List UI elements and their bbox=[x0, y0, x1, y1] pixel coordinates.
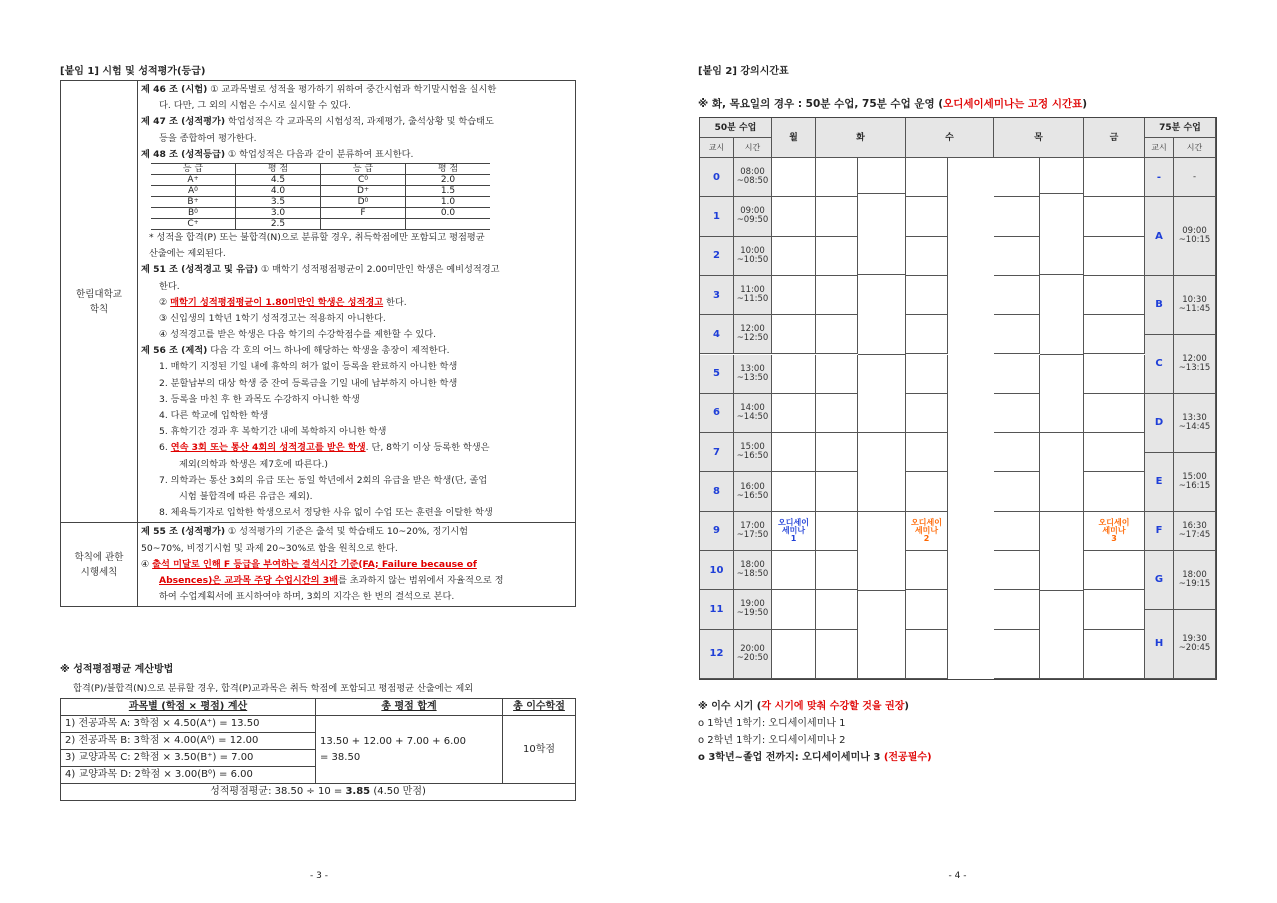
period-time: 18:00 ~18:50 bbox=[734, 551, 772, 590]
grade-header: 등 급 bbox=[151, 163, 236, 174]
timetable-slot bbox=[816, 315, 858, 354]
expulsion-highlight: 연속 3회 또는 통산 4회의 성적경고를 받은 학생 bbox=[170, 442, 366, 454]
timetable-slot bbox=[994, 433, 1040, 472]
timetable-slot bbox=[994, 197, 1040, 236]
timetable-slot bbox=[772, 276, 816, 315]
calc-row: 1) 전공과목 A: 3학점 × 4.50(A⁺) = 13.50 bbox=[61, 716, 316, 733]
timetable-slot bbox=[994, 237, 1040, 276]
period-time: 13:00 ~13:50 bbox=[734, 355, 772, 394]
calc-row: 3) 교양과목 C: 2학점 × 3.50(B⁺) = 7.00 bbox=[61, 750, 316, 767]
slot-75-label: B bbox=[1145, 276, 1174, 335]
timetable-slot bbox=[816, 433, 858, 472]
timetable-slot bbox=[1084, 551, 1145, 590]
grade-cell: C+ bbox=[151, 218, 236, 229]
page-3 bbox=[0, 0, 638, 903]
grade-point: 4.0 bbox=[236, 185, 321, 196]
timetable-slot bbox=[906, 394, 948, 433]
article-56-item: 3. 등록을 마친 후 한 과목도 수강하지 아니한 학생 bbox=[159, 393, 360, 405]
grade-point: 2.5 bbox=[236, 218, 321, 229]
timetable-slot bbox=[816, 197, 858, 236]
header-day: 목 bbox=[994, 118, 1084, 158]
period-time: 12:00 ~12:50 bbox=[734, 315, 772, 354]
slot-75-time: - bbox=[1174, 158, 1216, 197]
article-56-heading: 제 56 조 (제적) bbox=[141, 345, 208, 357]
header-day: 월 bbox=[772, 118, 816, 158]
grade-point: 0.0 bbox=[406, 207, 491, 218]
article-55-text: ① 성적평가의 기준은 출석 및 학습태도 10~20%, 정기시험 bbox=[225, 526, 468, 538]
calc-credits: 10학점 bbox=[503, 716, 576, 784]
school-rules-content: 제 46 조 (시험) ① 교과목별로 성적을 평가하기 위하여 중간시험과 학기말시험을 실시한 다. 다만, 그 외의 시험은 수시로 실시할 수 있다. 제 47 조 (성적평가) 학업성적은 각 교과목의 시험성적, 과제평가, 출석상황 및 학습태도 등을 종합하여 평가한다. 제 48 조 (성적등급) ① 학업성적은 다음과 같이 분류하여 표시한다. 등 급 평 점 등 급 평 점 A+ 4.5 $C^0$ 2.0 $A^0$ 4.0 D+ 1.5 B+ 3.5 $D^0$ 1.0 $B^0$ 3.0 F 0.0 C+ 2.5 * 성적을 합격(P) 또는 불합격(N)으로 분류할 경우, 취득학점에만 포함되고 평점평균 산출에는 제외된다. 제 51 조 (성적경고 및 유급) ① 매학기 성적평점평균이 2.00미만인 학생은 예비성적경고 한다. ② 매학기 성적평점평균이 1.80미만인 학생은 성적경고 한다. ③ 신입생의 1학년 1학기 성적경고는 적용하지 아니한다. ④ 성적경고를 받은 학생은 다음 학기의 수강학점수를 제한할 수 있다. 제 56 조 (제적) 다음 각 호의 어느 하나에 해당하는 학생을 총장이 제적한다. 1. 매학기 지정된 기일 내에 휴학의 허가 없이 등록을 완료하지 아니한 학생 2. 분할납부의 대상 학생 중 잔여 등록금을 기일 내에 납부하지 아니한 학생 3. 등록을 마친 후 한 과목도 수강하지 아니한 학생 4. 다른 학교에 입학한 학생 5. 휴학기간 경과 후 복학기간 내에 복학하지 아니한 학생 6. 연속 3회 또는 통산 4회의 성적경고를 받은 학생. 단, 8학기 이상 등록한 학생은 제외(의학과 학생은 제7호에 따른다.) 7. 의학과는 통산 3회의 유급 또는 동일 학년에서 2회의 유급을 받은 학생(단, 졸업 시험 불합격에 따른 유급은 제외). 8. 체육특기자로 입학한 학생으로서 정당한 사유 없이 수업 또는 훈련을 이탈한 학생 bbox=[138, 81, 576, 523]
timetable-slot bbox=[816, 394, 858, 433]
timetable-slot bbox=[772, 394, 816, 433]
grade-cell: F bbox=[321, 207, 406, 218]
timetable-slot bbox=[1084, 472, 1145, 511]
grade-point: 4.5 bbox=[236, 174, 321, 185]
timetable-slot bbox=[906, 158, 948, 197]
grade-point: 3.5 bbox=[236, 196, 321, 207]
period-time: 08:00 ~08:50 bbox=[734, 158, 772, 197]
period-number: 4 bbox=[700, 315, 734, 354]
article-47-heading: 제 47 조 (성적평가) bbox=[141, 116, 226, 128]
timetable-slot bbox=[772, 158, 816, 197]
note-item: o 3학년~졸업 전까지: 오디세이세미나 3 (전공필수) bbox=[698, 752, 932, 763]
grade-point: 2.0 bbox=[406, 174, 491, 185]
period-time: 10:00 ~10:50 bbox=[734, 237, 772, 276]
category-school-rules bbox=[61, 81, 138, 523]
article-56-text: 다음 각 호의 어느 하나에 해당하는 학생을 총장이 제적한다. bbox=[207, 345, 450, 357]
timetable-slot bbox=[816, 355, 858, 394]
article-55-text-cont: 50~70%, 비정기시험 및 과제 20~30%로 함을 원칙으로 한다. bbox=[141, 542, 398, 554]
gpa-calc-table bbox=[60, 698, 576, 801]
timetable-slot bbox=[772, 433, 816, 472]
rules-table bbox=[60, 80, 576, 607]
header-day: 화 bbox=[816, 118, 906, 158]
page-number: - 4 - bbox=[948, 871, 967, 881]
grade-cell: B+ bbox=[151, 196, 236, 207]
timetable-slot bbox=[772, 472, 816, 511]
grade-header: 등 급 bbox=[321, 163, 406, 174]
grade-cell: $A^0$ bbox=[151, 185, 236, 196]
header-slot-time: 시간 bbox=[1174, 138, 1216, 158]
slot-75-label: A bbox=[1145, 197, 1174, 276]
timetable-slot bbox=[1084, 590, 1145, 629]
timetable-slot bbox=[994, 158, 1040, 197]
article-56-item-cont: 제외(의학과 학생은 제7호에 따른다.) bbox=[179, 458, 328, 470]
grade-cell: D+ bbox=[321, 185, 406, 196]
slot-75-time: 15:00 ~16:15 bbox=[1174, 453, 1216, 512]
academic-warning-highlight: 매학기 성적평점평균이 1.80미만인 학생은 성적경고 bbox=[170, 296, 384, 308]
timetable-slot bbox=[994, 276, 1040, 315]
timetable-slot bbox=[816, 472, 858, 511]
header-day: 수 bbox=[906, 118, 994, 158]
article-51-clause-4: ④ 성적경고를 받은 학생은 다음 학기의 수강학점수를 제한할 수 있다. bbox=[159, 329, 437, 341]
article-51-text: ① 매학기 성적평점평균이 2.00미만인 학생은 예비성적경고 bbox=[258, 264, 500, 276]
timetable-slot-75 bbox=[1040, 158, 1084, 194]
timetable-slot-75 bbox=[858, 355, 906, 434]
calc-result: 성적평점평균: 38.50 ÷ 10 = 3.85 (4.50 만점) bbox=[61, 784, 576, 801]
timetable-slot bbox=[906, 315, 948, 354]
slot-75-time: 18:00 ~19:15 bbox=[1174, 551, 1216, 610]
article-47-text-cont: 등을 종합하여 평가한다. bbox=[159, 132, 257, 144]
appendix-1-title: [붙임 1] 시험 및 성적평가(등급) bbox=[60, 66, 206, 77]
slot-75-label: D bbox=[1145, 394, 1174, 453]
note-item: o 1학년 1학기: 오디세이세미나 1 bbox=[698, 718, 846, 729]
timetable-subtitle: ※ 화, 목요일의 경우 : 50분 수업, 75분 수업 운영 (오디세이세미나는 고정 시간표) bbox=[698, 98, 1088, 110]
period-number: 11 bbox=[700, 590, 734, 629]
grade-cell: $B^0$ bbox=[151, 207, 236, 218]
grade-point: 1.0 bbox=[406, 196, 491, 207]
slot-75-label: - bbox=[1145, 158, 1174, 197]
calc-header: 과목별 (학점 × 평점) 계산 bbox=[61, 699, 316, 716]
header-50min: 50분 수업 bbox=[700, 118, 772, 138]
timetable-slot bbox=[772, 237, 816, 276]
calc-header: 총 평점 합계 bbox=[316, 699, 503, 716]
timetable-slot bbox=[1084, 197, 1145, 236]
timetable-slot bbox=[994, 512, 1040, 551]
timetable-slot bbox=[994, 355, 1040, 394]
grade-header: 평 점 bbox=[406, 163, 491, 174]
article-51-text-cont: 한다. bbox=[159, 280, 180, 292]
gpa-calc-title: ※ 성적평점평균 계산방법 bbox=[60, 664, 174, 675]
period-time: 09:00 ~09:50 bbox=[734, 197, 772, 236]
period-time: 16:00 ~16:50 bbox=[734, 472, 772, 511]
gpa-calc-note: 합격(P)/불합격(N)으로 분류할 경우, 합격(P)교과목은 취득 학점에 포함되고 평점평균 산출에는 제외 bbox=[73, 683, 474, 694]
timetable-slot bbox=[772, 197, 816, 236]
period-number: 7 bbox=[700, 433, 734, 472]
timetable-slot bbox=[906, 276, 948, 315]
timetable-slot-75 bbox=[858, 512, 906, 592]
article-56-item: 8. 체육특기자로 입학한 학생으로서 정당한 사유 없이 수업 또는 훈련을 이탈한 학생 bbox=[159, 507, 493, 519]
appendix-2-title: [붙임 2] 강의시간표 bbox=[698, 66, 789, 77]
timetable-slot bbox=[816, 630, 858, 679]
timetable-slot-75 bbox=[858, 591, 906, 679]
article-56-item: 1. 매학기 지정된 기일 내에 휴학의 허가 없이 등록을 완료하지 아니한 학생 bbox=[159, 361, 458, 373]
timetable-slot bbox=[772, 315, 816, 354]
grade-header: 평 점 bbox=[236, 163, 321, 174]
timetable bbox=[699, 117, 1217, 680]
page-4 bbox=[638, 0, 1277, 903]
slot-75-time: 09:00 ~10:15 bbox=[1174, 197, 1216, 276]
header-period: 교시 bbox=[700, 138, 734, 158]
timetable-slot bbox=[906, 551, 948, 590]
period-time: 17:00 ~17:50 bbox=[734, 512, 772, 551]
timetable-slot bbox=[1084, 276, 1145, 315]
pass-fail-note-cont: 산출에는 제외된다. bbox=[149, 248, 226, 260]
timetable-slot bbox=[1084, 158, 1145, 197]
timetable-slot bbox=[1084, 433, 1145, 472]
calc-sum: 13.50 + 12.00 + 7.00 + 6.00 = 38.50 bbox=[316, 716, 503, 784]
slot-75-label: H bbox=[1145, 610, 1174, 679]
calc-row: 4) 교양과목 D: 2학점 × 3.00(B⁰) = 6.00 bbox=[61, 767, 316, 784]
timetable-slot bbox=[816, 237, 858, 276]
timetable-slot bbox=[772, 630, 816, 679]
timetable-slot bbox=[906, 590, 948, 629]
timetable-slot bbox=[1084, 355, 1145, 394]
timetable-slot bbox=[994, 394, 1040, 433]
header-day: 금 bbox=[1084, 118, 1145, 158]
article-46-heading: 제 46 조 (시험) bbox=[141, 84, 208, 95]
timetable-slot bbox=[994, 590, 1040, 629]
timetable-slot-75 bbox=[858, 433, 906, 512]
timetable-slot-75 bbox=[858, 275, 906, 355]
slot-75-label: G bbox=[1145, 551, 1174, 610]
timetable-slot bbox=[816, 512, 858, 551]
page-number: - 3 - bbox=[310, 871, 328, 881]
odyssey-seminar-3: 오디세이 세미나 3 bbox=[1084, 512, 1145, 551]
timetable-slot-75 bbox=[1040, 591, 1084, 679]
fa-highlight-cont: Absences)은 교과목 주당 수업시간의 3배 bbox=[159, 574, 338, 586]
timetable-slot bbox=[816, 590, 858, 629]
timetable-slot-75 bbox=[858, 194, 906, 276]
pass-fail-note: * 성적을 합격(P) 또는 불합격(N)으로 분류할 경우, 취득학점에만 포함되고 평점평균 bbox=[149, 231, 485, 243]
timetable-slot bbox=[994, 315, 1040, 354]
period-number: 12 bbox=[700, 630, 734, 679]
timetable-slot-75 bbox=[1040, 512, 1084, 592]
timetable-slot bbox=[816, 551, 858, 590]
slot-75-time: 12:00 ~13:15 bbox=[1174, 335, 1216, 394]
timetable-slot bbox=[994, 551, 1040, 590]
slot-75-label: E bbox=[1145, 453, 1174, 512]
period-time: 15:00 ~16:50 bbox=[734, 433, 772, 472]
article-56-item: 7. 의학과는 통산 3회의 유급 또는 동일 학년에서 2회의 유급을 받은 학생(단, 졸업 bbox=[159, 474, 488, 486]
timetable-slot-75 bbox=[1040, 194, 1084, 276]
category-school-rules-label: 한림대학교 학칙 bbox=[76, 288, 122, 315]
completion-notes bbox=[698, 698, 932, 766]
timetable-slot bbox=[906, 355, 948, 394]
timetable-slot-75 bbox=[1040, 355, 1084, 434]
grade-point: 1.5 bbox=[406, 185, 491, 196]
grade-point bbox=[406, 218, 491, 229]
article-48-text: ① 학업성적은 다음과 같이 분류하여 표시한다. bbox=[225, 148, 414, 160]
period-number: 2 bbox=[700, 237, 734, 276]
period-number: 3 bbox=[700, 276, 734, 315]
timetable-slot bbox=[906, 472, 948, 511]
period-number: 9 bbox=[700, 512, 734, 551]
regulations-content: 제 55 조 (성적평가) ① 성적평가의 기준은 출석 및 학습태도 10~20%, 정기시험 50~70%, 비정기시험 및 과제 20~30%로 함을 원칙으로 한다. ④ 출석 미달로 인해 F 등급을 부여하는 결석시간 기준(FA; Failure because of Absences)은 교과목 주당 수업시간의 3배를 초과하지 않는 범위에서 자율적으로 정 하여 수업계획서에 표시하여야 하며, 3회의 지각은 한 번의 결석으로 본다. bbox=[138, 523, 576, 607]
article-51-heading: 제 51 조 (성적경고 및 유급) bbox=[141, 264, 259, 276]
calc-row: 2) 전공과목 B: 3학점 × 4.00(A⁰) = 12.00 bbox=[61, 733, 316, 750]
slot-75-label: C bbox=[1145, 335, 1174, 394]
article-55-heading: 제 55 조 (성적평가) bbox=[141, 526, 226, 538]
timetable-slot bbox=[906, 197, 948, 236]
grade-cell: $C^0$ bbox=[321, 174, 406, 185]
slot-75-time: 19:30 ~20:45 bbox=[1174, 610, 1216, 679]
article-56-item-cont: 시험 불합격에 따른 유급은 제외). bbox=[179, 490, 313, 502]
slot-75-time: 13:30 ~14:45 bbox=[1174, 394, 1216, 453]
article-46-text: ① 교과목별로 성적을 평가하기 위하여 중간시험과 학기말시험을 실시한 bbox=[207, 84, 497, 95]
timetable-slot bbox=[906, 630, 948, 679]
period-number: 10 bbox=[700, 551, 734, 590]
timetable-slot bbox=[1084, 394, 1145, 433]
article-47-text: 학업성적은 각 교과목의 시험성적, 과제평가, 출석상황 및 학습태도 bbox=[225, 116, 494, 128]
period-time: 14:00 ~14:50 bbox=[734, 394, 772, 433]
timetable-slot bbox=[772, 590, 816, 629]
timetable-slot bbox=[906, 433, 948, 472]
grade-table bbox=[151, 163, 490, 230]
article-55-clause-4-cont: 하여 수업계획서에 표시하여야 하며, 3회의 지각은 한 번의 결석으로 본다. bbox=[159, 591, 455, 603]
category-regulations bbox=[61, 523, 138, 607]
article-48-heading: 제 48 조 (성적등급) bbox=[141, 148, 226, 160]
period-number: 5 bbox=[700, 355, 734, 394]
grade-point: 3.0 bbox=[236, 207, 321, 218]
timetable-slot bbox=[906, 237, 948, 276]
slot-75-label: F bbox=[1145, 512, 1174, 551]
header-slot: 교시 bbox=[1145, 138, 1174, 158]
timetable-slot bbox=[816, 276, 858, 315]
article-56-item: 5. 휴학기간 경과 후 복학기간 내에 복학하지 아니한 학생 bbox=[159, 426, 387, 438]
article-51-clause-3: ③ 신입생의 1학년 1학기 성적경고는 적용하지 아니한다. bbox=[159, 312, 386, 324]
period-number: 0 bbox=[700, 158, 734, 197]
header-75min: 75분 수업 bbox=[1145, 118, 1216, 138]
timetable-slot bbox=[1084, 237, 1145, 276]
grade-cell: $D^0$ bbox=[321, 196, 406, 207]
period-number: 6 bbox=[700, 394, 734, 433]
timetable-slot bbox=[772, 355, 816, 394]
article-56-item: 2. 분할납부의 대상 학생 중 잔여 등록금을 기일 내에 납부하지 아니한 학생 bbox=[159, 377, 458, 389]
timetable-slot bbox=[772, 551, 816, 590]
period-time: 11:00 ~11:50 bbox=[734, 276, 772, 315]
timetable-slot-75 bbox=[858, 158, 906, 194]
article-56-item: 4. 다른 학교에 입학한 학생 bbox=[159, 410, 269, 421]
calc-header: 총 이수학점 bbox=[503, 699, 576, 716]
timetable-slot bbox=[994, 630, 1040, 679]
period-time: 20:00 ~20:50 bbox=[734, 630, 772, 679]
fa-highlight: 출석 미달로 인해 F 등급을 부여하는 결석시간 기준(FA; Failure because of bbox=[152, 558, 477, 570]
slot-75-time: 10:30 ~11:45 bbox=[1174, 276, 1216, 335]
timetable-slot bbox=[994, 472, 1040, 511]
article-46-text-cont: 다. 다만, 그 외의 시험은 수시로 실시할 수 있다. bbox=[159, 100, 351, 112]
slot-75-time: 16:30 ~17:45 bbox=[1174, 512, 1216, 551]
category-regulations-label: 학칙에 관한 시행세칙 bbox=[74, 551, 124, 578]
period-time: 19:00 ~19:50 bbox=[734, 590, 772, 629]
note-item: o 2학년 1학기: 오디세이세미나 2 bbox=[698, 735, 846, 746]
grade-cell: A+ bbox=[151, 174, 236, 185]
odyssey-seminar-1: 오디세이 세미나 1 bbox=[772, 512, 816, 551]
timetable-slot-75 bbox=[1040, 433, 1084, 512]
timetable-slot bbox=[1084, 315, 1145, 354]
timetable-slot-75 bbox=[1040, 275, 1084, 355]
notes-title: ※ 이수 시기 (각 시기에 맞춰 수강할 것을 권장) bbox=[698, 701, 909, 712]
odyssey-seminar-2: 오디세이 세미나 2 bbox=[906, 512, 948, 551]
timetable-slot bbox=[1084, 630, 1145, 679]
grade-cell bbox=[321, 218, 406, 229]
period-number: 1 bbox=[700, 197, 734, 236]
period-number: 8 bbox=[700, 472, 734, 511]
timetable-slot bbox=[816, 158, 858, 197]
header-time: 시간 bbox=[734, 138, 772, 158]
